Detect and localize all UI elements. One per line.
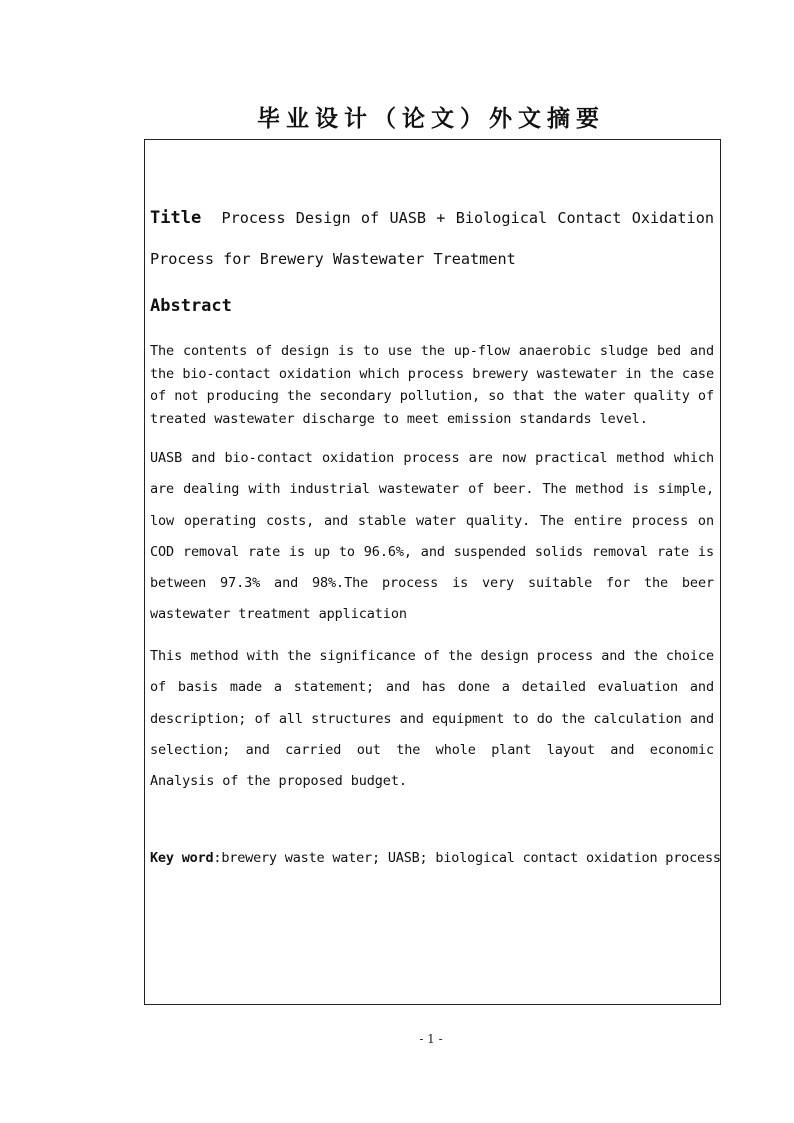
document-title: 毕业设计（论文）外文摘要	[257, 105, 605, 132]
keywords-label: Key word	[150, 850, 214, 866]
title-block	[150, 198, 714, 280]
abstract-paragraph-2: UASB and bio-contact oxidation process are now practical method which are dealing with industrial wastewater of beer. The method is simple, low operating costs, and stable water quality. The entire process on COD removal rate is up to 96.6%, and suspended solids removal rate is between 97.3% and 98%.The process is very suitable for the beer wastewater treatment application	[150, 450, 714, 623]
page-number: - 1 -	[419, 1032, 443, 1046]
title-label: Title	[150, 208, 202, 228]
title-text: Process Design of UASB + Biological Contact Oxidation Process for Brewery Wastewater Treatment	[150, 209, 714, 268]
keywords-line	[150, 850, 721, 866]
abstract-paragraph-1: The contents of design is to use the up-flow anaerobic sludge bed and the bio-contact oxidation which process brewery wastewater in the case of not producing the secondary pollution, so that the water quality of treated wastewater discharge to meet emission standards level.	[150, 343, 714, 427]
keywords-text: brewery waste water; UASB; biological contact oxidation process	[221, 850, 721, 866]
abstract-paragraph-3: This method with the significance of the design process and the choice of basis made a statement; and has done a detailed evaluation and description; of all structures and equipment to do the calculation and selection; and carried out the whole plant layout and economic Analysis of the proposed budget.	[150, 648, 714, 790]
abstract-heading: Abstract	[150, 296, 232, 316]
keywords-separator: :	[213, 850, 222, 866]
